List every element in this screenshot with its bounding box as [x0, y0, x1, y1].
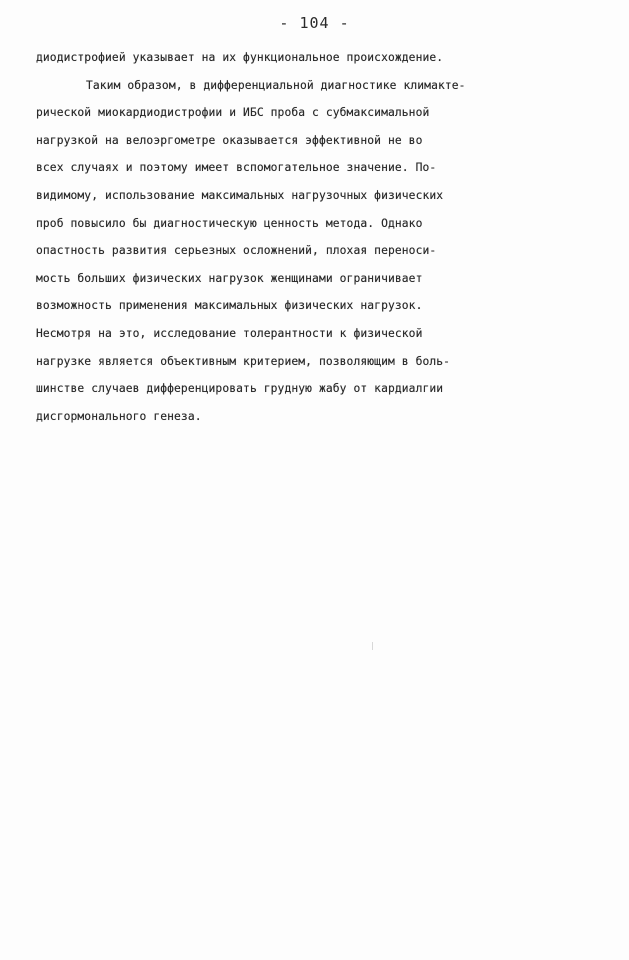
- text-line: Несмотря на это, исследование толерантности к физической: [36, 326, 423, 340]
- paragraph-first-line: Таким образом, в дифференциальной диагностике климакте-: [86, 78, 466, 92]
- text-line: опастность развития серьезных осложнений, плохая переноси-: [36, 244, 437, 258]
- body-text: [36, 44, 596, 430]
- scan-speck: [372, 642, 373, 650]
- text-line: возможность применения максимальных физических нагрузок.: [36, 299, 423, 313]
- text-line: проб повысило бы диагностическую ценность метода. Однако: [36, 216, 423, 230]
- text-line: диодистрофией указывает на их функциональное происхождение.: [36, 51, 444, 64]
- text-line: шинстве случаев дифференцировать грудную жабу от кардиалгии: [36, 382, 444, 396]
- text-line: нагрузкой на велоэргометре оказывается эффективной не во: [36, 133, 423, 147]
- text-line: рической миокардиодистрофии и ИБС проба с субмаксимальной: [36, 106, 430, 120]
- text-line: всех случаях и поэтому имеет вспомогательное значение. По-: [36, 161, 437, 175]
- text-line: видимому, использование максимальных нагрузочных физических: [36, 188, 444, 202]
- text-line: дисгормонального генеза.: [36, 409, 202, 423]
- text-line: нагрузке является объективным критерием, позволяющим в боль-: [36, 354, 451, 368]
- page-number: - 104 -: [279, 14, 350, 32]
- text-line: мость больших физических нагрузок женщинами ограничивает: [36, 271, 423, 285]
